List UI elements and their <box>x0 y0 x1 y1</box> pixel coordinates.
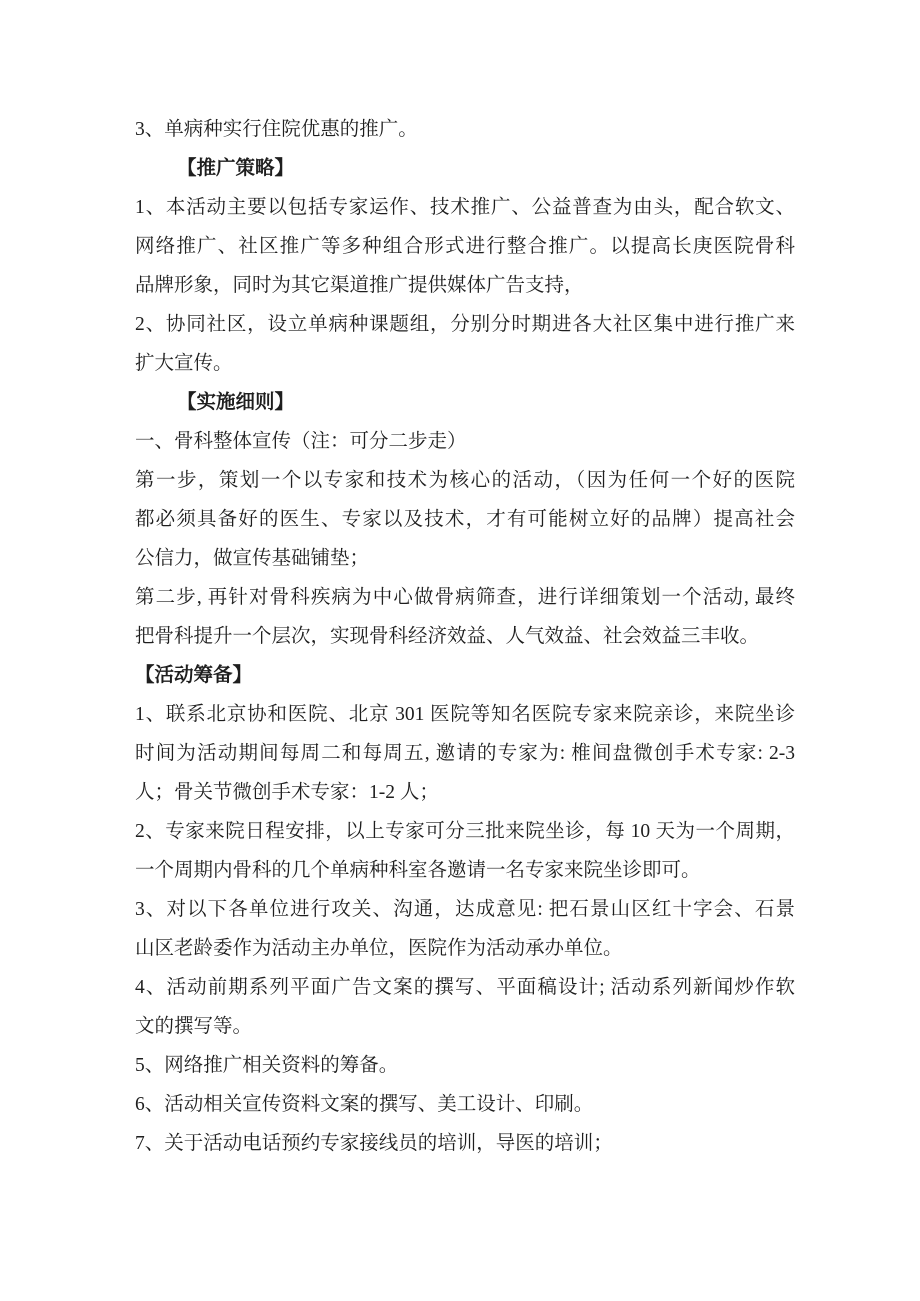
text-line: 2、协同社区，设立单病种课题组，分别分时期进各大社区集中进行推广来 <box>135 314 795 335</box>
text-line: 一个周期内骨科的几个单病种科室各邀请一名专家来院坐诊即可。 <box>135 860 701 881</box>
text-line: 1、本活动主要以包括专家运作、技术推广、公益普查为由头，配合软文、 <box>135 197 795 218</box>
heading-line: 【实施细则】 <box>177 392 295 413</box>
text-line: 时间为活动期间每周二和每周五, 邀请的专家为: 椎间盘微创手术专家: 2-3 <box>135 743 795 764</box>
text-line: 网络推广、社区推广等多种组合形式进行整合推广。以提高长庚医院骨科 <box>135 236 795 257</box>
text-line: 5、网络推广相关资料的筹备。 <box>135 1055 399 1076</box>
text-line: 山区老龄委作为活动主办单位，医院作为活动承办单位。 <box>135 938 623 959</box>
heading-line: 【推广策略】 <box>177 158 295 179</box>
text-line: 把骨科提升一个层次，实现骨科经济效益、人气效益、社会效益三丰收。 <box>135 626 760 647</box>
text-line: 7、关于活动电话预约专家接线员的培训，导医的培训； <box>135 1133 613 1154</box>
text-line: 2、专家来院日程安排，以上专家可分三批来院坐诊，每 10 天为一个周期， <box>135 821 795 842</box>
text-line: 都必须具备好的医生、专家以及技术，才有可能树立好的品牌）提高社会 <box>135 509 795 530</box>
heading-line: 【活动筹备】 <box>135 665 253 686</box>
text-line: 一、骨科整体宣传（注：可分二步走） <box>135 431 467 452</box>
text-line: 人；骨关节微创手术专家：1-2 人； <box>135 782 439 803</box>
text-line: 公信力，做宣传基础铺垫； <box>135 548 370 569</box>
text-line: 文的撰写等。 <box>135 1016 253 1037</box>
text-line: 6、活动相关宣传资料文案的撰写、美工设计、印刷。 <box>135 1094 594 1115</box>
text-line: 第一步，策划一个以专家和技术为核心的活动，（因为任何一个好的医院 <box>135 470 795 491</box>
text-line: 3、对以下各单位进行攻关、沟通，达成意见: 把石景山区红十字会、石景 <box>135 899 795 920</box>
text-line: 品牌形象，同时为其它渠道推广提供媒体广告支持， <box>135 275 584 296</box>
text-line: 第二步, 再针对骨科疾病为中心做骨病筛查，进行详细策划一个活动, 最终 <box>135 587 795 608</box>
text-line: 扩大宣传。 <box>135 353 233 374</box>
document-body <box>135 110 795 1163</box>
text-line: 1、联系北京协和医院、北京 301 医院等知名医院专家来院亲诊，来院坐诊 <box>135 704 795 725</box>
text-line: 4、活动前期系列平面广告文案的撰写、平面稿设计; 活动系列新闻炒作软 <box>135 977 795 998</box>
text-line: 3、单病种实行住院优惠的推广。 <box>135 119 418 140</box>
